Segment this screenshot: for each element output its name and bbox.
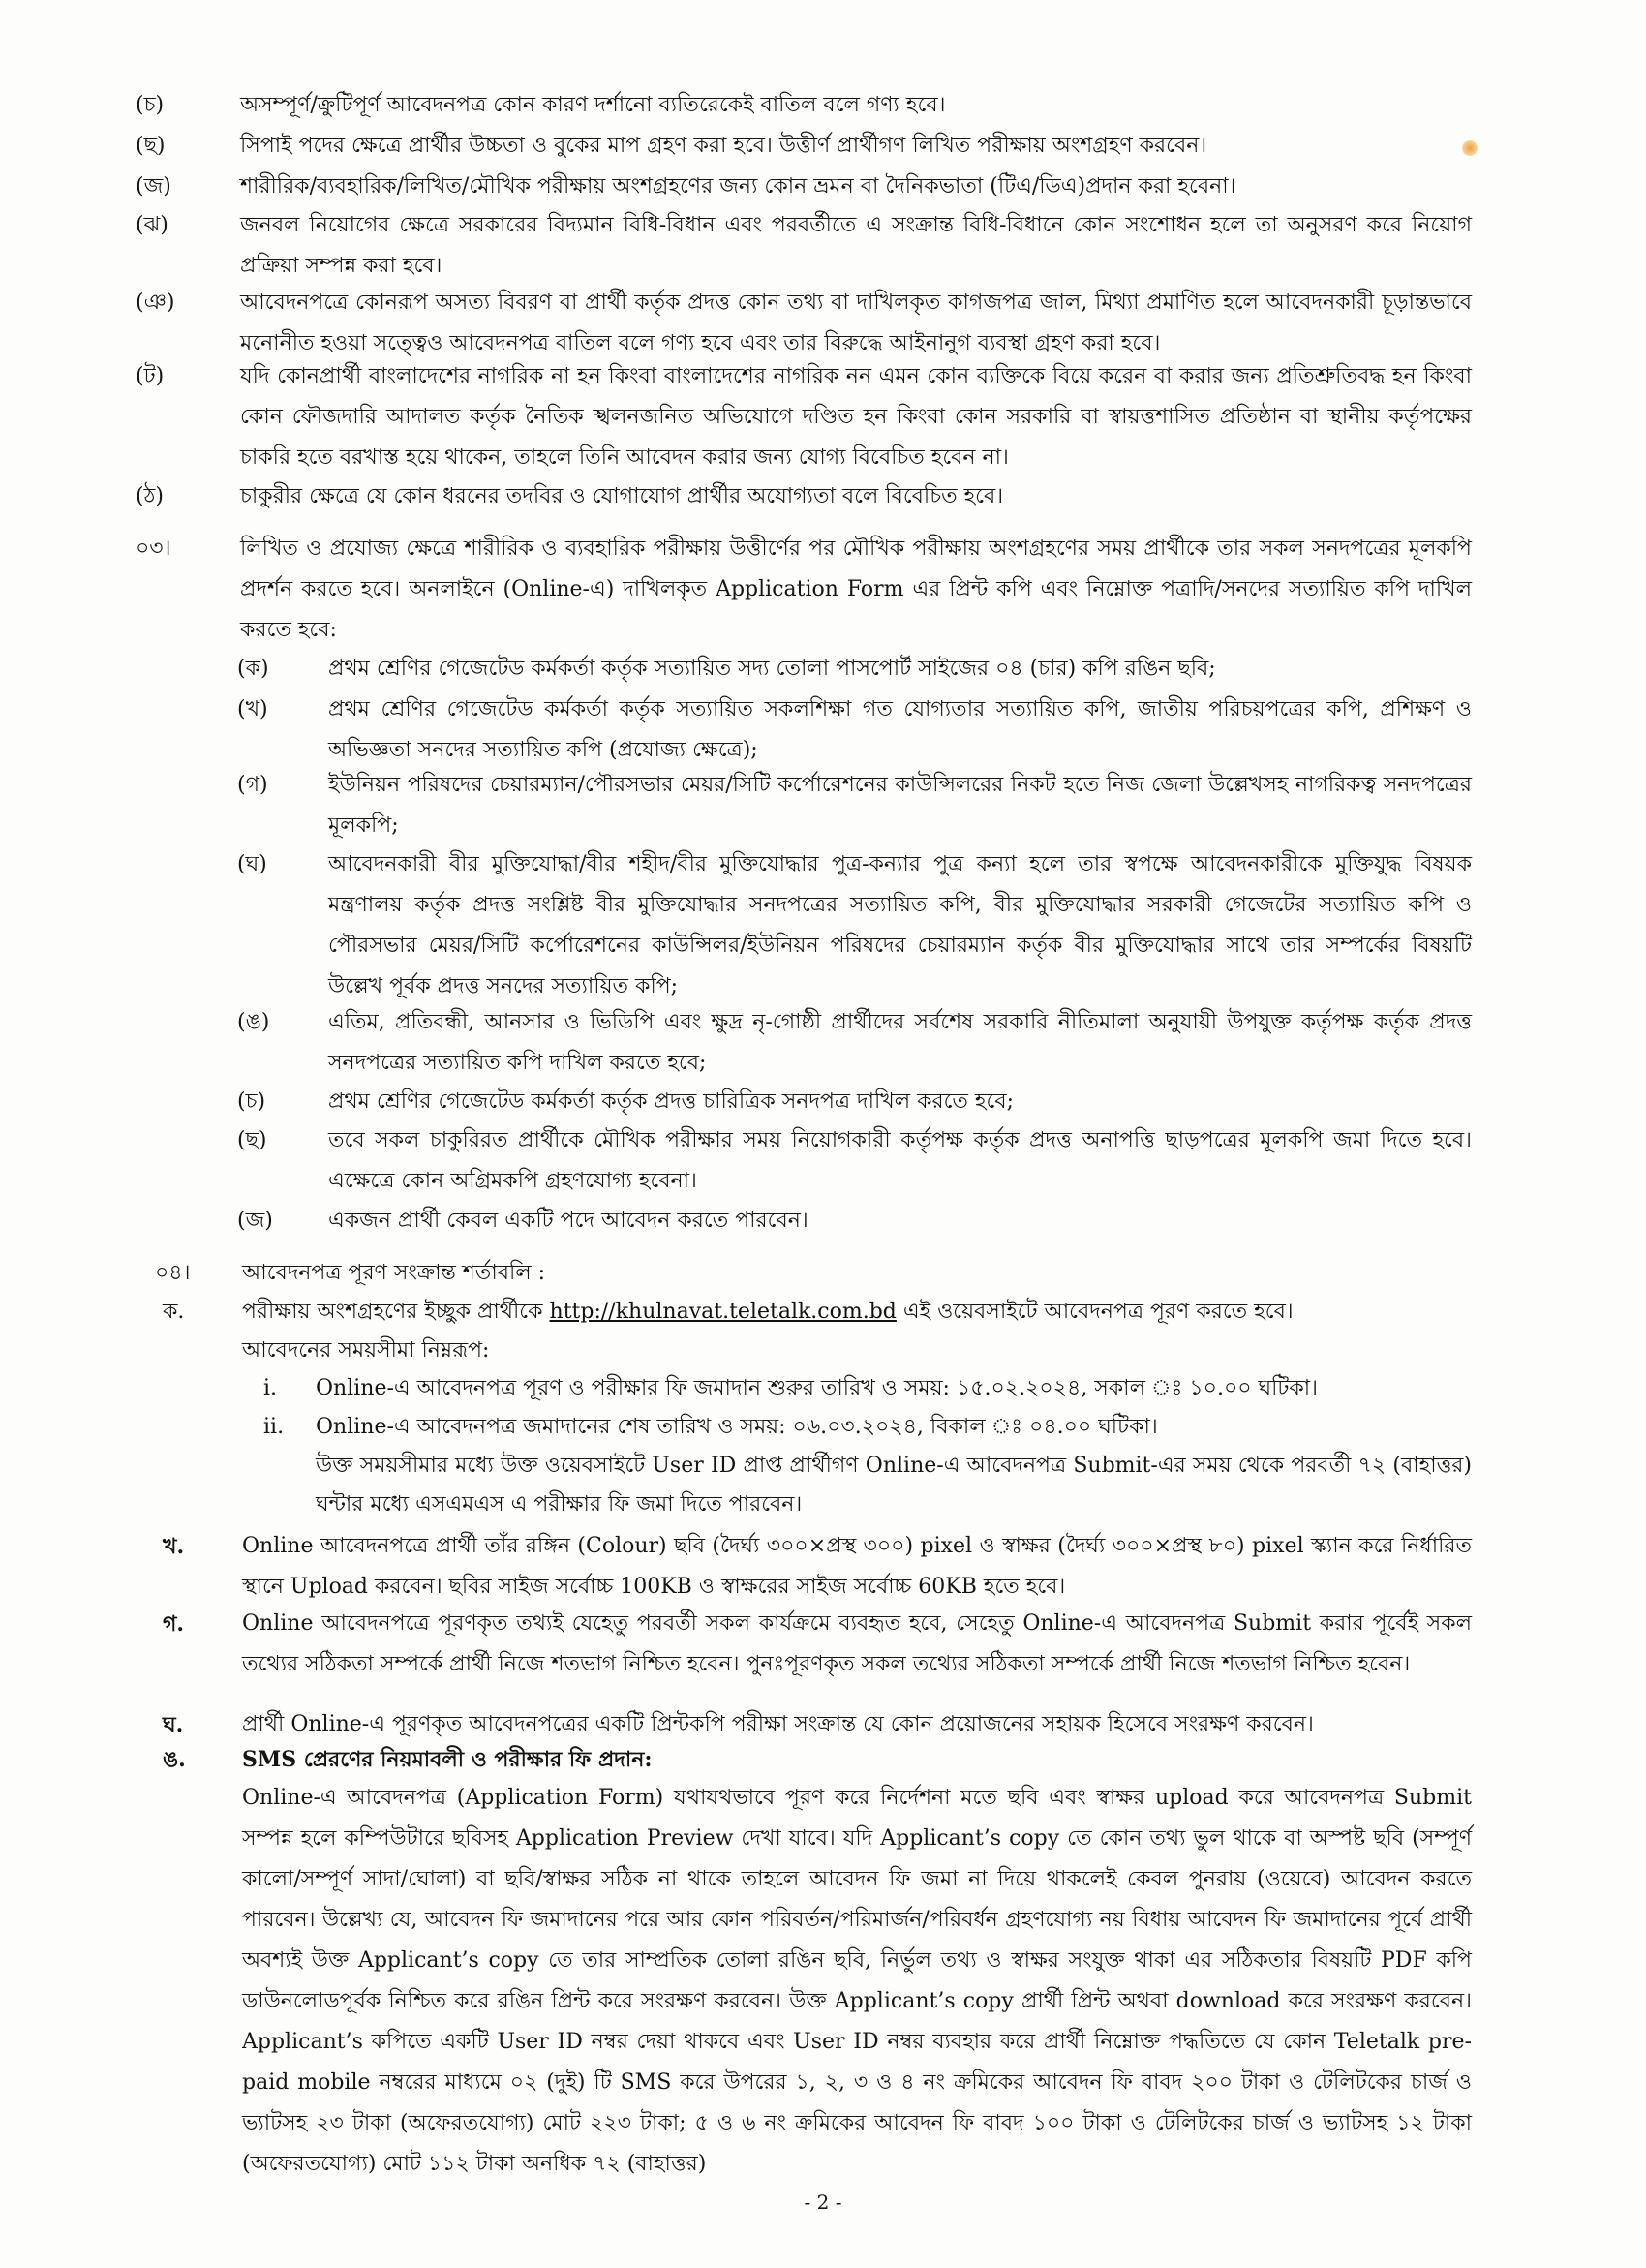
list-item bbox=[136, 205, 1472, 287]
clause-label: ঘ. bbox=[163, 1712, 184, 1737]
item-label: (চ) bbox=[237, 1089, 266, 1114]
section-heading: আবেদনপত্র পূরণ সংক্রান্ত শর্তাবলি : bbox=[242, 1261, 546, 1285]
item-label: (জ) bbox=[237, 1209, 273, 1233]
clause-label: খ. bbox=[163, 1534, 185, 1559]
item-text: প্রথম শ্রেণির গেজেটেড কর্মকর্তা কর্তৃক সত্যায়িত সদ্য তোলা পাসপোর্ট সাইজের ০৪ (চার) কপি রঙিন ছবি; bbox=[328, 657, 1216, 681]
clause-kha bbox=[163, 1526, 1472, 1608]
section-intro: লিখিত ও প্রযোজ্য ক্ষেত্রে শারীরিক ও ব্যবহারিক পরীক্ষায় উত্তীর্ণের পর মৌখিক পরীক্ষায় অংশগ্রহণের সময় প্রার্থীকে তার সকল সনদপত্রের মূলকপি প্রদর্শন করতে হবে। অনলাইনে (Online-এ) দাখিলকৃত Application Form এর প্রিন্ট কপি এবং নিম্নোক্ত পত্রাদি/সনদের সত্যায়িত কপি দাখিল করতে হবে: bbox=[240, 536, 1472, 642]
application-website-link[interactable]: http://khulnavat.teletalk.com.bd bbox=[549, 1300, 897, 1324]
list-item bbox=[136, 167, 1472, 207]
clause-label: ঙ. bbox=[163, 1747, 186, 1772]
item-label: (গ) bbox=[237, 773, 268, 797]
list-item bbox=[237, 690, 1472, 771]
clause-heading: SMS প্রেরণের নিয়মাবলী ও পরীক্ষার ফি প্রদান: bbox=[242, 1747, 653, 1772]
item-text: শারীরিক/ব্যবহারিক/লিখিত/মৌখিক পরীক্ষায় অংশগ্রহণের জন্য কোন ভ্রমন বা দৈনিকভাতা (টিএ/ডিএ)প্রদান করা হবেনা। bbox=[240, 174, 1236, 199]
item-label: (ঘ) bbox=[237, 852, 267, 876]
clause-text: প্রার্থী Online-এ পূরণকৃত আবেদনপত্রের একটি প্রিন্টকপি পরীক্ষা সংক্রান্ত যে কোন প্রয়োজনের সহায়ক হিসেবে সংরক্ষণ করবেন। bbox=[242, 1712, 1314, 1736]
item-label: (ঠ) bbox=[136, 484, 164, 508]
clause-text: Online আবেদনপত্রে প্রার্থী তাঁর রঙ্গিন (Colour) ছবি (দৈর্ঘ্য ৩০০×প্রস্থ ৩০০) pixel ও স্বাক্ষর (দৈর্ঘ্য ৩০০×প্রস্থ ৮০) pixel স্ক্যান করে নির্ধারিত স্থানে Upload করবেন। ছবির সাইজ সর্বোচ্চ 100KB ও স্বাক্ষরের সাইজ সর্বোচ্চ 60KB হতে হবে। bbox=[242, 1534, 1472, 1599]
list-item bbox=[237, 1082, 1472, 1122]
item-label: (ঝ) bbox=[136, 213, 168, 237]
clause-uma bbox=[163, 1739, 1472, 1780]
item-label: (ঙ) bbox=[237, 1010, 270, 1034]
item-text: প্রথম শ্রেণির গেজেটেড কর্মকর্তা কর্তৃক প্রদত্ত চারিত্রিক সনদপত্র দাখিল করতে হবে; bbox=[328, 1089, 1014, 1114]
item-text: একজন প্রার্থী কেবল একটি পদে আবেদন করতে পারবেন। bbox=[328, 1209, 808, 1233]
item-text: তবে সকল চাকুরিরত প্রার্থীকে মৌখিক পরীক্ষার সময় নিয়োগকারী কর্তৃপক্ষ কর্তৃক প্রদত্ত অনাপত্তি ছাড়পত্রের মূলকপি জমা দিতে হবে। এক্ষেত্রে কোন অগ্রিমকপি গ্রহণযোগ্য হবেনা। bbox=[328, 1128, 1472, 1193]
list-item bbox=[237, 1002, 1472, 1084]
item-label: (ক) bbox=[237, 657, 269, 681]
item-text: আবেদনপত্রে কোনরূপ অসত্য বিবরণ বা প্রার্থী কর্তৃক প্রদত্ত কোন তথ্য বা দাখিলকৃত কাগজপত্র জাল, মিথ্যা প্রমাণিত হলে আবেদনকারী চূড়ান্তভাবে মনোনীত হওয়া সত্ত্বেও আবেদনপত্র বাতিল বলে গণ্য হবে এবং তার বিরুদ্ধে আইনানুগ ব্যবস্থা গ্রহণ করা হবে। bbox=[240, 291, 1472, 355]
section-number: ০৪। bbox=[155, 1261, 191, 1285]
list-item bbox=[136, 356, 1472, 478]
list-item bbox=[237, 1120, 1472, 1202]
schedule-text: Online-এ আবেদনপত্র জমাদানের শেষ তারিখ ও সময়: ০৬.০৩.২০২৪, বিকাল ঃ ০৪.০০ ঘটিকা। bbox=[316, 1415, 1158, 1439]
section-4-heading-row bbox=[155, 1253, 1472, 1294]
schedule-item bbox=[259, 1408, 1472, 1447]
item-label: (ছ) bbox=[237, 1128, 267, 1152]
schedule-note-row bbox=[259, 1447, 1472, 1524]
clause-ka bbox=[163, 1292, 1472, 1333]
item-label: (ছ) bbox=[136, 134, 166, 158]
clause-label: ক. bbox=[163, 1300, 185, 1324]
clause-label: গ. bbox=[163, 1611, 185, 1637]
sms-instructions-text: Online-এ আবেদনপত্র (Application Form) যথাযথভাবে পূরণ করে নির্দেশনা মতে ছবি এবং স্বাক্ষর upload করে আবেদনপত্র Submit সম্পন্ন হলে কম্পিউটারে ছবিসহ Application Preview দেখা যাবে। যদি Applicant’s copy তে কোন তথ্য ভুল থাকে বা অস্পষ্ট ছবি (সম্পূর্ণ কালো/সম্পূর্ণ সাদা/ঘোলা) বা ছবি/স্বাক্ষর সঠিক না থাকে তাহলে আবেদন ফি জমা না দিয়ে থাকলেই কেবল পুনরায় (ওয়েবে) আবেদন করতে পারবেন। উল্লেখ্য যে, আবেদন ফি জমাদানের পরে আর কোন পরিবর্তন/পরিমার্জন/পরিবর্ধন গ্রহণযোগ্য নয় বিধায় আবেদন ফি জমাদানের পূর্বে প্রার্থী অবশ্যই উক্ত Applicant’s copy তে তার সাম্প্রতিক তোলা রঙিন ছবি, নির্ভুল তথ্য ও স্বাক্ষর সংযুক্ত থাকা এর সঠিকতার বিষয়টি PDF কপি ডাউনলোডপূর্বক নিশ্চিত করে রঙিন প্রিন্ট করে সংরক্ষণ করবেন। উক্ত Applicant’s copy প্রার্থী প্রিন্ট অথবা download করে সংরক্ষণ করবেন। Applicant’s কপিতে একটি User ID নম্বর দেয়া থাকবে এবং User ID নম্বর ব্যবহার করে প্রার্থী নিম্নোক্ত পদ্ধতিতে যে কোন Teletalk pre-paid mobile নম্বরের মাধ্যমে ০২ (দুই) টি SMS করে উপরের ১, ২, ৩ ও ৪ নং ক্রমিকের আবেদন ফি বাবদ ২০০ টাকা ও টেলিটকের চার্জ ও ভ্যাটসহ ২৩ টাকা (অফেরতযোগ্য) মোট ২২৩ টাকা; ৫ ও ৬ নং ক্রমিকের আবেদন ফি বাবদ ১০০ টাকা ও টেলিটকের চার্জ ও ভ্যাটসহ ১২ টাকা (অফেরতযোগ্য) মোট ১১২ টাকা অনধিক ৭২ (বাহাত্তর) bbox=[242, 1786, 1472, 2176]
list-item bbox=[136, 476, 1472, 517]
clause-text: Online আবেদনপত্রে পূরণকৃত তথ্যই যেহেতু পরবর্তী সকল কার্যক্রমে ব্যবহৃত হবে, সেহেতু Online-এ আবেদনপত্র Submit করার পূর্বেই সকল তথ্যের সঠিকতা সম্পর্কে প্রার্থী নিজে শতভাগ নিশ্চিত হবেন। পুনঃপূরণকৃত সকল তথ্যের সঠিকতা সম্পর্কে প্রার্থী নিজে শতভাগ নিশ্চিত হবেন। bbox=[242, 1611, 1472, 1676]
schedule-note: উক্ত সময়সীমার মধ্যে উক্ত ওয়েবসাইটে User ID প্রাপ্ত প্রার্থীগণ Online-এ আবেদনপত্র Submit-এর সময় থেকে পরবর্তী ৭২ (বাহাত্তর) ঘন্টার মধ্যে এসএমএস এ পরীক্ষার ফি জমা দিতে পারবেন। bbox=[316, 1454, 1472, 1517]
item-text: সিপাই পদের ক্ষেত্রে প্রার্থীর উচ্চতা ও বুকের মাপ গ্রহণ করা হবে। উত্তীর্ণ প্রার্থীগণ লিখিত পরীক্ষায় অংশগ্রহণ করবেন। bbox=[240, 134, 1207, 158]
sms-instructions bbox=[242, 1778, 1472, 2185]
list-item bbox=[237, 765, 1472, 846]
page-number: - 2 - bbox=[804, 2191, 842, 2214]
section-number: ০৩। bbox=[136, 536, 171, 561]
section-3 bbox=[136, 529, 1472, 651]
roman-label: ii. bbox=[263, 1415, 285, 1439]
clause-ga bbox=[163, 1604, 1472, 1685]
item-text: চাকুরীর ক্ষেত্রে যে কোন ধরনের তদবির ও যোগাযোগ প্রার্থীর অযোগ্যতা বলে বিবেচিত হবে। bbox=[240, 484, 1004, 508]
list-item bbox=[136, 126, 1472, 167]
item-text: অসম্পূর্ণ/ক্রুটিপূর্ণ আবেদনপত্র কোন কারণ দর্শানো ব্যতিরেকেই বাতিল বলে গণ্য হবে। bbox=[240, 93, 946, 117]
item-label: (ট) bbox=[136, 364, 165, 388]
item-label: (চ) bbox=[136, 93, 165, 117]
list-item bbox=[237, 649, 1472, 690]
item-text: যদি কোনপ্রার্থী বাংলাদেশের নাগরিক না হন কিংবা বাংলাদেশের নাগরিক নন এমন কোন ব্যক্তিকে বিয়ে করেন বা করার জন্য প্রতিশ্রুতিবদ্ধ হন কিংবা কোন ফৌজদারি আদালত কর্তৃক নৈতিক স্খলনজনিত অভিযোগে দণ্ডিত হন কিংবা কোন সরকারি বা স্বায়ত্তশাসিত প্রতিষ্ঠান বা স্থানীয় কর্তৃপক্ষের চাকরি হতে বরখাস্ত হয়ে থাকেন, তাহলে তিনি আবেদন করার জন্য যোগ্য বিবেচিত হবেন না। bbox=[240, 364, 1472, 470]
schedule-item bbox=[259, 1369, 1472, 1408]
item-text: এতিম, প্রতিবন্ধী, আনসার ও ভিডিপি এবং ক্ষুদ্র নৃ-গোষ্ঠী প্রার্থীদের সর্বশেষ সরকারি নীতিমালা অনুযায়ী উপযুক্ত কর্তৃপক্ষ কর্তৃক প্রদত্ত সনদপত্রের সত্যায়িত কপি দাখিল করতে হবে; bbox=[328, 1010, 1472, 1075]
item-label: (খ) bbox=[237, 697, 268, 721]
item-text: আবেদনকারী বীর মুক্তিযোদ্ধা/বীর শহীদ/বীর মুক্তিযোদ্ধার পুত্র-কন্যার পুত্র কন্যা হলে তার স্বপক্ষে আবেদনকারীকে মুক্তিযুদ্ধ বিষয়ক মন্ত্রণালয় কর্তৃক প্রদত্ত সংশ্লিষ্ট বীর মুক্তিযোদ্ধার সনদপত্রের সত্যায়িত কপি, বীর মুক্তিযোদ্ধার সরকারী গেজেটের সত্যায়িত কপি ও পৌরসভার মেয়র/সিটি কর্পোরেশনের কাউন্সিলর/ইউনিয়ন পরিষদের চেয়ারম্যান কর্তৃক বীর মুক্তিযোদ্ধার সাথে তার সম্পর্কের বিষয়টি উল্লেখ পূর্বক প্রদত্ত সনদের সত্যায়িত কপি; bbox=[328, 852, 1472, 998]
clause-text bbox=[242, 1292, 1472, 1333]
roman-label: i. bbox=[263, 1376, 278, 1400]
item-label: (ঞ) bbox=[136, 291, 175, 315]
list-item bbox=[237, 844, 1472, 1007]
clause-text-after: এই ওয়েবসাইটে আবেদনপত্র পূরণ করতে হবে। bbox=[902, 1300, 1294, 1324]
schedule-title: আবেদনের সময়সীমা নিম্নরূপ: bbox=[242, 1338, 490, 1363]
item-text: ইউনিয়ন পরিষদের চেয়ারম্যান/পৌরসভার মেয়র/সিটি কর্পোরেশনের কাউন্সিলরের নিকট হতে নিজ জেলা উল্লেখসহ নাগরিকত্ব সনদপত্রের মূলকপি; bbox=[328, 773, 1472, 838]
schedule-text: Online-এ আবেদনপত্র পূরণ ও পরীক্ষার ফি জমাদান শুরুর তারিখ ও সময়: ১৫.০২.২০২৪, সকাল ঃ ১০.০০ ঘটিকা। bbox=[316, 1376, 1319, 1400]
clause-text-before: পরীক্ষায় অংশগ্রহণের ইচ্ছুক প্রার্থীকে bbox=[242, 1300, 543, 1324]
list-item bbox=[237, 1201, 1472, 1241]
item-label: (জ) bbox=[136, 174, 171, 199]
list-item bbox=[136, 283, 1472, 364]
schedule-title-row bbox=[242, 1331, 1472, 1371]
list-item bbox=[136, 85, 1472, 126]
item-text: প্রথম শ্রেণির গেজেটেড কর্মকর্তা কর্তৃক সত্যায়িত সকলশিক্ষা গত যোগ্যতার সত্যায়িত কপি, জাতীয় পরিচয়পত্রের কপি, প্রশিক্ষণ ও অভিজ্ঞতা সনদের সত্যায়িত কপি (প্রযোজ্য ক্ষেত্রে); bbox=[328, 697, 1472, 762]
item-text: জনবল নিয়োগের ক্ষেত্রে সরকারের বিদ্যমান বিধি-বিধান এবং পরবর্তীতে এ সংক্রান্ত বিধি-বিধানে কোন সংশোধন হলে তা অনুসরণ করে নিয়োগ প্রক্রিয়া সম্পন্ন করা হবে। bbox=[240, 213, 1472, 278]
